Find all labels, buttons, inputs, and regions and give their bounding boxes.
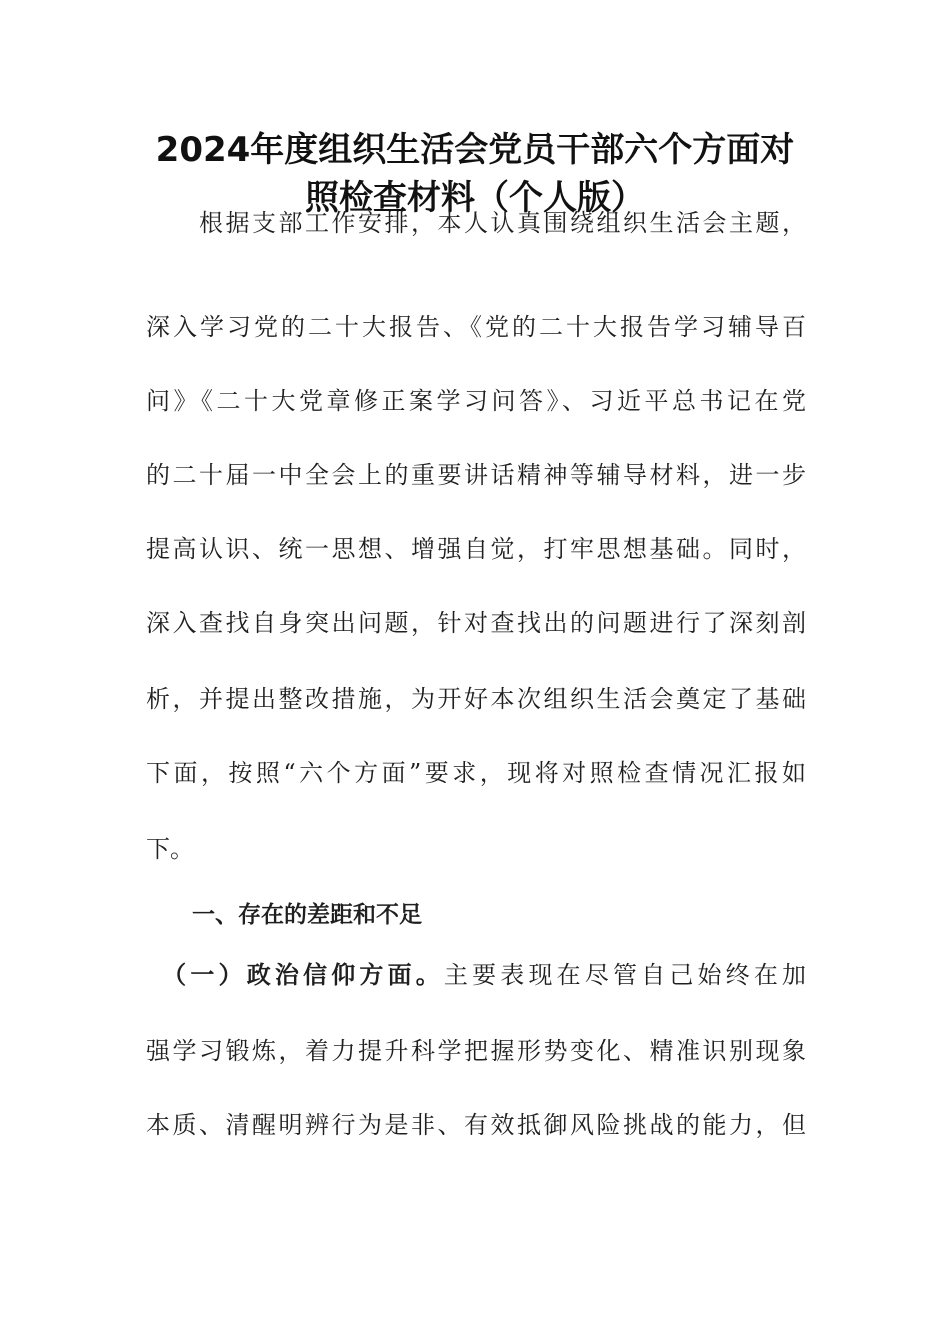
- intro-line-2: 深入学习党的二十大报告、《党的二十大报告学习辅导百: [146, 313, 806, 341]
- subsection-first-line: [146, 960, 806, 990]
- intro-line-7: 析，并提出整改措施，为开好本次组织生活会奠定了基础: [146, 685, 806, 713]
- subsection-line-2: 强学习锻炼，着力提升科学把握形势变化、精准识别现象: [146, 1037, 806, 1065]
- subsection-first-line-text: 主要表现在尽管自己始终在加: [443, 961, 807, 989]
- intro-line-6: 深入查找自身突出问题，针对查找出的问题进行了深刻剖: [146, 609, 806, 637]
- intro-line-9: 下。: [146, 835, 194, 863]
- intro-line-8: 下面，按照“六个方面”要求，现将对照检查情况汇报如: [146, 759, 806, 787]
- document-title-line-2: 照检查材料（个人版）: [305, 178, 645, 218]
- subsection-label: （一）政治信仰方面。: [146, 961, 444, 989]
- document-title-line-1: 2024年度组织生活会党员干部六个方面对: [155, 130, 795, 170]
- intro-line-3: 问》《二十大党章修正案学习问答》、习近平总书记在党: [146, 387, 806, 415]
- section-heading: 一、存在的差距和不足: [146, 902, 422, 928]
- intro-line-5: 提高认识、统一思想、增强自觉，打牢思想基础。同时，: [146, 535, 806, 563]
- intro-line-4: 的二十届一中全会上的重要讲话精神等辅导材料，进一步: [146, 461, 806, 489]
- intro-line-1: 根据支部工作安排，本人认真围绕组织生活会主题，: [146, 209, 806, 237]
- subsection-line-3: 本质、清醒明辨行为是非、有效抵御风险挑战的能力，但: [146, 1111, 806, 1139]
